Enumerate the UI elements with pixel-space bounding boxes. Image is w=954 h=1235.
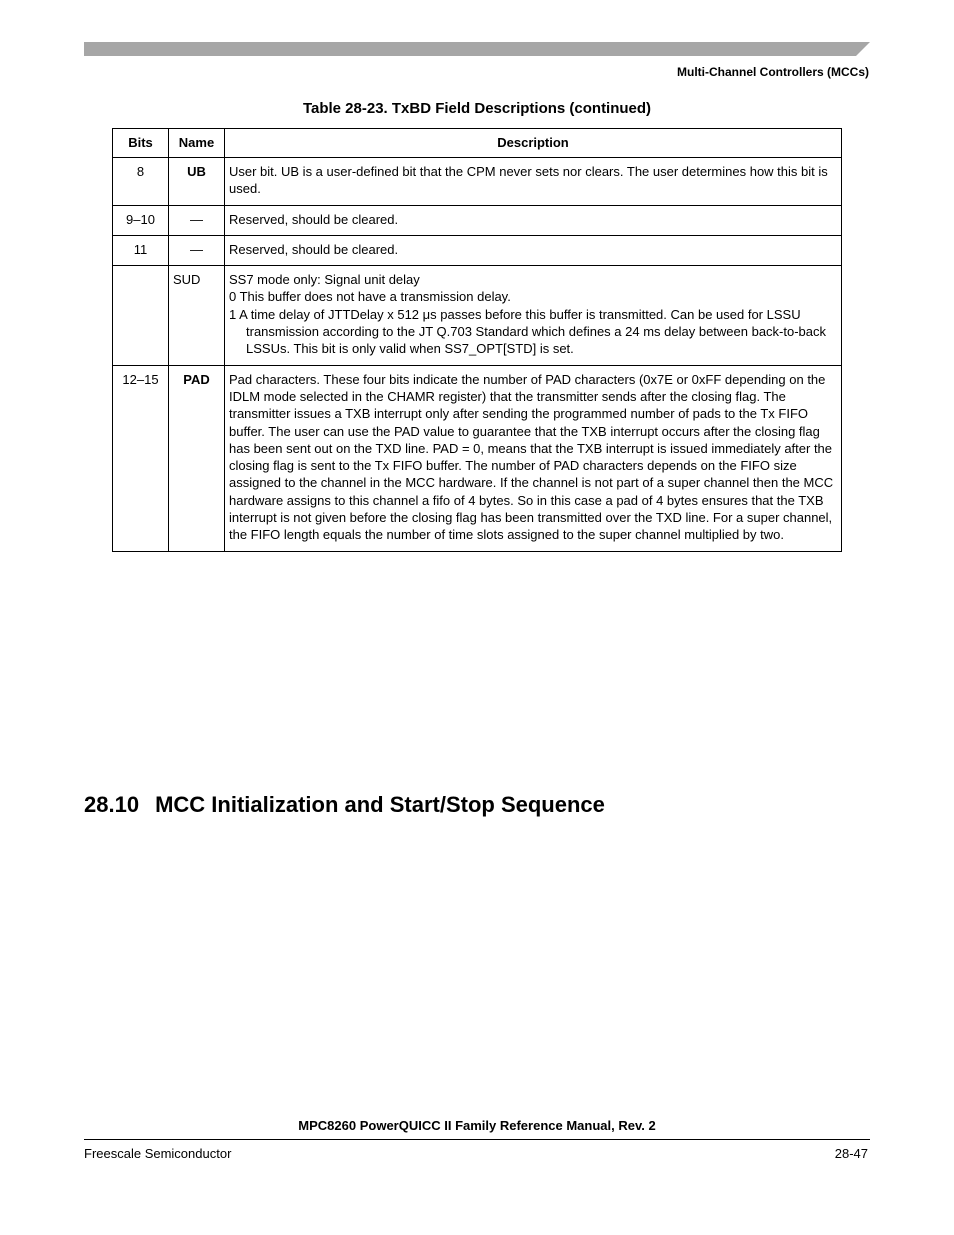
name-cell: UB <box>169 158 225 206</box>
name-cell: PAD <box>169 365 225 551</box>
description-cell: User bit. UB is a user-defined bit that the CPM never sets nor clears. The user determines how this bit is used. <box>225 158 842 206</box>
description-line: 0 This buffer does not have a transmission delay. <box>229 289 511 305</box>
description-cell: Reserved, should be cleared. <box>225 205 842 235</box>
description-cell <box>225 266 842 365</box>
bits-cell: 8 <box>113 158 169 206</box>
running-head: Multi-Channel Controllers (MCCs) <box>677 65 869 79</box>
section-title: MCC Initialization and Start/Stop Sequence <box>155 792 605 817</box>
section-heading <box>84 792 605 818</box>
table-header-row <box>113 129 842 158</box>
bits-cell: 12–15 <box>113 365 169 551</box>
table-row <box>113 158 842 206</box>
table-row <box>113 266 842 365</box>
name-cell: SUD <box>169 266 225 365</box>
bits-cell: 9–10 <box>113 205 169 235</box>
column-header-name: Name <box>169 129 225 158</box>
footer-manual-title: MPC8260 PowerQUICC II Family Reference Manual, Rev. 2 <box>298 1118 656 1133</box>
column-header-bits: Bits <box>113 129 169 158</box>
table-row <box>113 205 842 235</box>
description-cell: Reserved, should be cleared. <box>225 235 842 265</box>
bits-cell <box>113 266 169 365</box>
column-header-description: Description <box>225 129 842 158</box>
footer-company: Freescale Semiconductor <box>84 1146 232 1161</box>
description-cell: Pad characters. These four bits indicate the number of PAD characters (0x7E or 0xFF depending on the IDLM mode selected in the CHAMR register) that the transmitter sends after the closing flag. The transmitter issues a TXB interrupt only after sending the programmed number of pads to the Tx FIFO buffer. The user can use the PAD value to guarantee that the TXB interrupt occurs after the closing flag has been sent out on the TXD line. PAD = 0, means that the TXB interrupt is issued immediately after the closing flag is sent to the Tx FIFO buffer. The number of PAD characters depends on the FIFO size assigned to the channel in the MCC hardware. If the channel is not part of a super channel then the MCC hardware assigns to this channel a fifo of 4 bytes. So in this case a pad of 4 bytes ensures that the TXB interrupt is not given before the closing flag has been transmitted over the TXD line. For a super channel, the FIFO length equals the number of time slots assigned to the super channel multiplied by two. <box>225 365 842 551</box>
table-row <box>113 365 842 551</box>
table-title: Table 28-23. TxBD Field Descriptions (continued) <box>302 100 652 117</box>
table-row <box>113 235 842 265</box>
description-line: 1 A time delay of JTTDelay x 512 μs passes before this buffer is transmitted. Can be used for LSSU transmission according to the JT Q.703 Standard which defines a 24 ms delay between back-to-back LSSUs. This bit is only valid when SS7_OPT[STD] is set. <box>229 306 827 357</box>
description-line: SS7 mode only: Signal unit delay <box>229 272 420 288</box>
field-description-table <box>112 128 842 552</box>
footer-divider <box>84 1139 870 1140</box>
name-cell: — <box>169 235 225 265</box>
bits-cell: 11 <box>113 235 169 265</box>
header-bar <box>84 42 870 56</box>
section-number: 28.10 <box>84 792 140 817</box>
name-cell: — <box>169 205 225 235</box>
footer-page-number: 28-47 <box>834 1146 868 1161</box>
